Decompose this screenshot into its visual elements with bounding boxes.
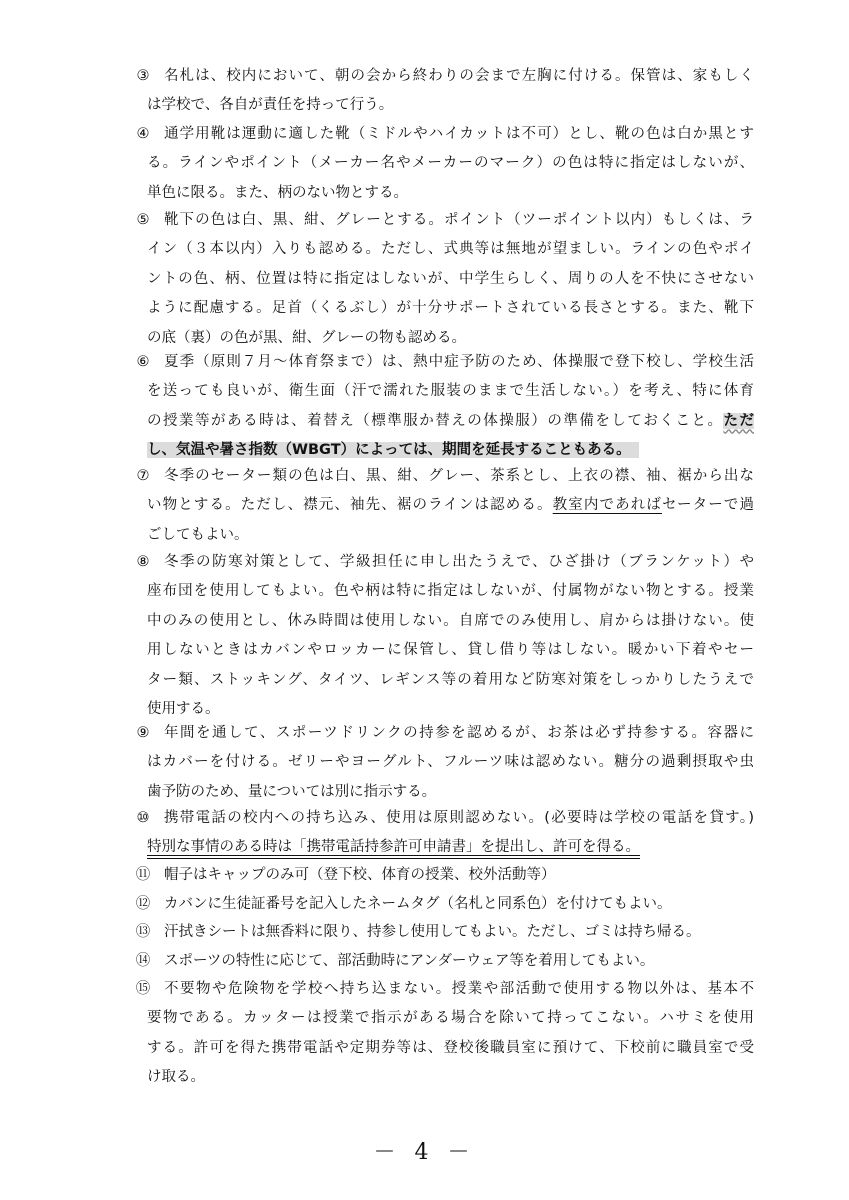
rule-item-14	[132, 947, 754, 976]
rule-item-7	[132, 462, 754, 550]
item-line: を送っても良いが、衛生面（汗で濡れた服装のままで生活しない。）を考え、特に体育	[147, 383, 754, 400]
item-number: ⑨	[136, 725, 150, 741]
rule-item-12	[132, 890, 754, 919]
rule-item-10	[132, 804, 754, 863]
item-line	[132, 491, 754, 520]
rule-item-3	[132, 62, 754, 121]
highlighted-text: ただ	[723, 412, 754, 429]
item-line: はカバーを付ける。ゼリーやヨーグルト、フルーツ味は認めない。糖分の過剰摂取や虫	[147, 754, 754, 771]
item-line: スポーツの特性に応じて、部活動時にアンダーウェア等を着用してもよい。	[164, 953, 655, 969]
item-line: は学校で、各自が責任を持って行う。	[147, 97, 394, 114]
item-number: ③	[136, 68, 150, 84]
rule-item-4	[132, 120, 754, 208]
rule-item-6	[132, 348, 754, 466]
underlined-text: 教室内であれば	[552, 497, 662, 514]
item-line: 不要物や危険物を学校へ持ち込まない。授業や部活動で使用する物以外は、基本不	[164, 981, 754, 997]
rule-item-13	[132, 918, 754, 947]
item-number: ⑧	[136, 554, 150, 570]
double-underlined-text: 特別な事情のある時は「携帯電話持参許可申請書」を提出し、許可を得る。	[147, 839, 640, 856]
item-line: 通学用靴は運動に適した靴（ミドルやハイカットは不可）とし、靴の色は白か黒とす	[164, 126, 754, 142]
item-line: ごしてもよい。	[147, 526, 249, 543]
item-line: ントの色、柄、位置は特に指定はしないが、中学生らしく、周りの人を不快にさせない	[147, 270, 754, 287]
item-number: ⑭	[135, 953, 151, 969]
item-number: ⑪	[135, 867, 151, 883]
item-line: イン（３本以内）入りも認める。ただし、式典等は無地が望ましい。ラインの色やポイ	[147, 241, 754, 258]
item-text: い物とする。ただし、襟元、袖先、裾のラインは認める。	[147, 497, 553, 514]
item-line: る。ラインやポイント（メーカー名やメーカーのマーク）の色は特に指定はしないが、	[147, 155, 754, 172]
item-line: 帽子はキャップのみ可（登下校、体育の授業、校外活動等）	[164, 867, 556, 883]
item-number: ⑥	[136, 354, 150, 370]
item-line: 歯予防のため、量については別に指示する。	[147, 783, 437, 800]
item-number: ⑦	[136, 468, 150, 484]
item-number: ⑫	[135, 896, 151, 912]
rule-item-5	[132, 206, 754, 353]
item-line: 年間を通して、スポーツドリンクの持参を認めるが、お茶は必ず持参する。容器に	[164, 725, 754, 741]
item-line: 座布団を使用してもよい。色や柄は特に指定はしないが、付属物がない物とする。授業	[147, 583, 754, 600]
item-line: 汗拭きシートは無香料に限り、持参し使用してもよい。ただし、ゴミは持ち帰る。	[164, 924, 701, 940]
item-line: 単色に限る。また、柄のない物とする。	[147, 184, 408, 201]
item-line: 要物である。カッターは授業で指示がある場合を除いて持ってこない。ハサミを使用	[147, 1010, 754, 1027]
item-line: 用しないときはカバンやロッカーに保管し、貸し借り等はしない。暖かい下着やセー	[147, 642, 754, 659]
page-number: － 4 －	[373, 1140, 476, 1165]
item-number: ⑤	[136, 212, 150, 228]
rule-item-15	[132, 975, 754, 1093]
item-line: ように配慮する。足首（くるぶし）が十分サポートされている長さとする。また、靴下	[147, 300, 754, 317]
item-line: の底（裏）の色が黒、紺、グレーの物も認める。	[147, 329, 466, 346]
item-line: 夏季（原則７月～体育祭まで）は、熱中症予防のため、体操服で登下校し、学校生活	[164, 354, 754, 370]
item-number: ④	[136, 126, 150, 142]
item-number: ⑩	[136, 810, 150, 826]
item-text: セーターで過	[662, 497, 755, 514]
item-line: 携帯電話の校内への持ち込み、使用は原則認めない。(必要時は学校の電話を貸す。)	[164, 810, 754, 826]
item-number: ⑮	[135, 981, 151, 997]
highlighted-text: し、気温や暑さ指数（WBGT）によっては、期間を延長することもある。	[147, 442, 639, 458]
rule-item-9	[132, 719, 754, 807]
item-line: する。許可を得た携帯電話や定期券等は、登校後職員室に預けて、下校前に職員室で受	[147, 1039, 754, 1056]
item-number: ⑬	[135, 924, 151, 940]
item-line: 靴下の色は白、黒、紺、グレーとする。ポイント（ツーポイント以内）もしくは、ラ	[164, 212, 754, 228]
item-line	[132, 407, 754, 436]
item-line	[132, 833, 754, 862]
item-line: 冬季の防寒対策として、学級担任に申し出たうえで、ひざ掛け（ブランケット）や	[164, 554, 754, 570]
rule-item-8	[132, 548, 754, 724]
item-line: ター類、ストッキング、タイツ、レギンス等の着用など防寒対策をしっかりしたうえで	[147, 671, 754, 688]
item-line: 冬季のセーター類の色は白、黒、紺、グレー、茶系とし、上衣の襟、袖、裾から出な	[164, 468, 754, 484]
item-line: カバンに生徒証番号を記入したネームタグ（名札と同系色）を付けてもよい。	[164, 896, 672, 912]
item-text: の授業等がある時は、着替え（標準服か替えの体操服）の準備をしておくこと。	[147, 412, 724, 429]
item-line: 名札は、校内において、朝の会から終わりの会まで左胸に付ける。保管は、家もしく	[164, 68, 754, 84]
item-line: 中のみの使用とし、休み時間は使用しない。自席でのみ使用し、肩からは掛けない。使	[147, 612, 754, 629]
item-line: け取る。	[147, 1069, 205, 1086]
item-line: 使用する。	[147, 700, 220, 717]
rule-item-11	[132, 861, 754, 890]
